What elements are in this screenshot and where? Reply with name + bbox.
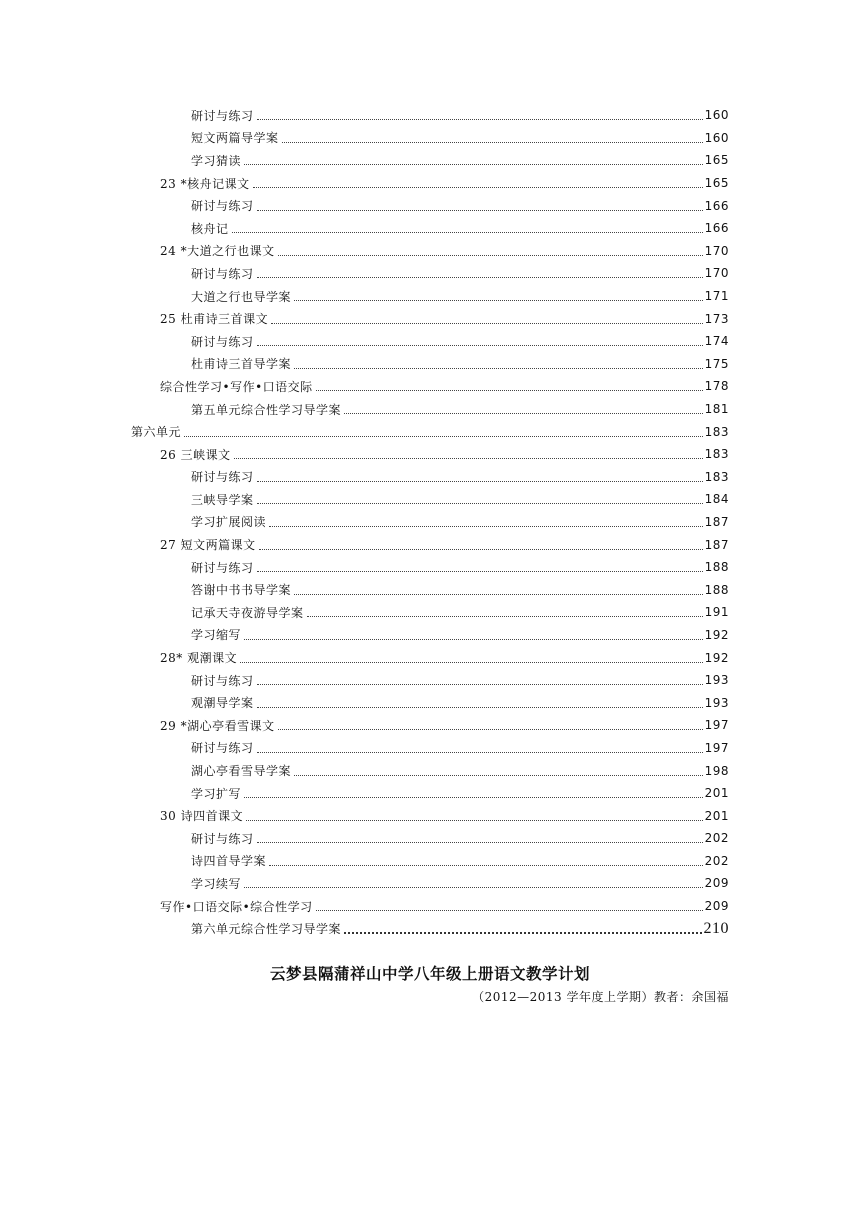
toc-entry-page: 184 <box>704 492 729 507</box>
toc-entry-label: 答谢中书书导学案 <box>191 583 292 598</box>
dot-leader <box>271 322 703 324</box>
dot-leader <box>257 118 703 120</box>
toc-entry <box>0 127 729 150</box>
toc-entry <box>0 466 729 489</box>
toc-entry-page: 188 <box>704 582 729 597</box>
dot-leader <box>257 344 703 346</box>
dot-leader <box>294 593 703 595</box>
toc-entry-label: 研讨与练习 <box>191 199 254 214</box>
toc-entry-page: 201 <box>704 786 729 801</box>
toc-entry <box>0 804 729 827</box>
toc-entry-label: 研讨与练习 <box>191 560 254 575</box>
toc-entry-page: 183 <box>704 424 729 439</box>
toc-entry-page: 187 <box>704 514 729 529</box>
toc-entry-label: 记承天寺夜游导学案 <box>191 605 304 620</box>
toc-entry-page: 191 <box>704 605 729 620</box>
toc-entry <box>0 420 729 443</box>
toc-entry-page: 178 <box>704 379 729 394</box>
toc-entry <box>0 330 729 353</box>
toc-entry-label: 29 *湖心亭看雪课文 <box>160 718 275 733</box>
toc-entry <box>0 556 729 579</box>
dot-leader <box>246 819 703 821</box>
toc-entry-label: 23 *核舟记课文 <box>160 176 250 191</box>
toc-entry <box>0 578 729 601</box>
toc-entry <box>0 759 729 782</box>
toc-entry <box>0 375 729 398</box>
toc-entry-label: 三峡导学案 <box>191 492 254 507</box>
toc-entry <box>0 850 729 873</box>
toc-entry-label: 26 三峡课文 <box>160 447 231 462</box>
dot-leader <box>269 525 703 527</box>
dot-leader <box>244 886 703 888</box>
toc-entry-page: 201 <box>704 808 729 823</box>
toc-entry-label: 大道之行也导学案 <box>191 289 292 304</box>
toc-entry <box>0 624 729 647</box>
toc-entry-label: 学习续写 <box>191 876 242 891</box>
toc-entry <box>0 895 729 918</box>
toc-entry <box>0 262 729 285</box>
toc-entry-label: 30 诗四首课文 <box>160 809 244 824</box>
dot-leader <box>294 367 703 369</box>
dot-leader <box>282 141 703 143</box>
toc-entry-label: 综合性学习•写作•口语交际 <box>160 379 313 394</box>
toc-entry <box>0 714 729 737</box>
dot-leader <box>253 186 703 188</box>
toc-entry-label: 短文两篇导学案 <box>191 131 279 146</box>
toc-entry-page: 192 <box>704 627 729 642</box>
dot-leader <box>234 457 703 459</box>
dot-leader <box>257 209 703 211</box>
toc-entry-label: 研讨与练习 <box>191 673 254 688</box>
toc-entry-page: 170 <box>704 243 729 258</box>
toc-entry <box>0 917 729 940</box>
toc-entry-page: 209 <box>704 899 729 914</box>
dot-leader <box>257 480 703 482</box>
toc-entry-label: 诗四首导学案 <box>191 854 267 869</box>
toc-entry-page: 165 <box>704 176 729 191</box>
toc-entry-label: 第五单元综合性学习导学案 <box>191 402 342 417</box>
toc-entry-page: 170 <box>704 266 729 281</box>
toc-entry <box>0 353 729 376</box>
toc-entry <box>0 872 729 895</box>
toc-entry <box>0 194 729 217</box>
dot-leader <box>257 683 703 685</box>
toc-entry-page: 166 <box>704 198 729 213</box>
dot-leader <box>257 841 703 843</box>
toc-entry-page: 193 <box>704 673 729 688</box>
dot-leader <box>244 638 703 640</box>
toc-entry <box>0 511 729 534</box>
dot-leader <box>269 864 703 866</box>
toc-entry-label: 学习扩写 <box>191 786 242 801</box>
toc-entry <box>0 827 729 850</box>
toc-entry-page: 183 <box>704 447 729 462</box>
toc-entry-page: 174 <box>704 334 729 349</box>
toc-entry-page: 209 <box>704 876 729 891</box>
toc-entry-label: 28* 观潮课文 <box>160 651 238 666</box>
toc-entry-label: 25 杜甫诗三首课文 <box>160 312 269 327</box>
dot-leader <box>240 661 703 663</box>
toc-entry <box>0 240 729 263</box>
toc-entry-label: 第六单元 <box>131 425 182 440</box>
toc-entry-page: 210 <box>703 919 729 937</box>
plan-title: 云梦县隔蒲祥山中学八年级上册语文教学计划 <box>269 964 590 983</box>
dot-leader <box>294 774 703 776</box>
toc-entry-page: 197 <box>704 740 729 755</box>
dot-leader <box>184 435 703 437</box>
toc-entry <box>0 488 729 511</box>
dot-leader <box>257 502 703 504</box>
dot-leader <box>257 276 703 278</box>
dot-leader <box>344 412 703 414</box>
toc-entry <box>0 782 729 805</box>
toc-entry-label: 研讨与练习 <box>191 470 254 485</box>
toc-entry-page: 183 <box>704 469 729 484</box>
toc-entry <box>0 737 729 760</box>
toc-entry <box>0 398 729 421</box>
dot-leader <box>307 615 703 617</box>
dot-leader <box>257 751 703 753</box>
toc-entry-page: 192 <box>704 650 729 665</box>
plan-subtitle: （2012—2013 学年度上学期）教者：余国福 <box>472 990 729 1004</box>
toc-entry-label: 学习猜读 <box>191 153 242 168</box>
dot-leader <box>232 231 703 233</box>
toc-entry <box>0 669 729 692</box>
toc-entry-label: 研讨与练习 <box>191 741 254 756</box>
toc-entry-label: 27 短文两篇课文 <box>160 538 256 553</box>
toc-entry <box>0 285 729 308</box>
toc-entry <box>0 104 729 127</box>
toc-entry-page: 173 <box>704 311 729 326</box>
toc-entry-page: 165 <box>704 153 729 168</box>
dot-leader <box>278 728 703 730</box>
toc-entry-page: 181 <box>704 402 729 417</box>
toc-entry <box>0 172 729 195</box>
dot-leader <box>257 570 703 572</box>
toc-entry-label: 杜甫诗三首导学案 <box>191 357 292 372</box>
toc-entry-label: 学习缩写 <box>191 628 242 643</box>
toc-entry-label: 学习扩展阅读 <box>191 515 267 530</box>
toc-entry-page: 166 <box>704 221 729 236</box>
toc-entry-page: 197 <box>704 718 729 733</box>
dot-leader <box>316 909 703 911</box>
toc-entry <box>0 601 729 624</box>
toc-entry-page: 188 <box>704 560 729 575</box>
dot-leader <box>278 254 703 256</box>
dot-leader <box>244 163 703 165</box>
dot-leader <box>294 299 703 301</box>
toc-entry-label: 第六单元综合性学习导学案 <box>191 922 342 937</box>
dot-leader <box>344 931 701 934</box>
toc-entry-page: 202 <box>704 831 729 846</box>
dot-leader <box>259 548 703 550</box>
dot-leader <box>316 389 703 391</box>
table-of-contents <box>0 104 860 940</box>
toc-entry <box>0 217 729 240</box>
toc-entry-label: 研讨与练习 <box>191 334 254 349</box>
toc-entry <box>0 307 729 330</box>
toc-entry-label: 写作•口语交际•综合性学习 <box>160 899 313 914</box>
toc-entry <box>0 149 729 172</box>
toc-entry <box>0 691 729 714</box>
toc-entry-page: 193 <box>704 695 729 710</box>
dot-leader <box>257 706 703 708</box>
toc-entry-label: 研讨与练习 <box>191 831 254 846</box>
toc-entry <box>0 443 729 466</box>
toc-entry-page: 175 <box>704 356 729 371</box>
toc-entry <box>0 646 729 669</box>
toc-entry-page: 198 <box>704 763 729 778</box>
toc-entry <box>0 533 729 556</box>
toc-entry-page: 187 <box>704 537 729 552</box>
toc-entry-page: 171 <box>704 289 729 304</box>
toc-entry-label: 24 *大道之行也课文 <box>160 244 275 259</box>
toc-entry-label: 湖心亭看雪导学案 <box>191 764 292 779</box>
toc-entry-label: 观潮导学案 <box>191 696 254 711</box>
toc-entry-page: 160 <box>704 108 729 123</box>
dot-leader <box>244 796 703 798</box>
toc-entry-page: 160 <box>704 130 729 145</box>
toc-entry-label: 研讨与练习 <box>191 108 254 123</box>
toc-entry-page: 202 <box>704 853 729 868</box>
toc-entry-label: 研讨与练习 <box>191 266 254 281</box>
toc-entry-label: 核舟记 <box>191 221 229 236</box>
